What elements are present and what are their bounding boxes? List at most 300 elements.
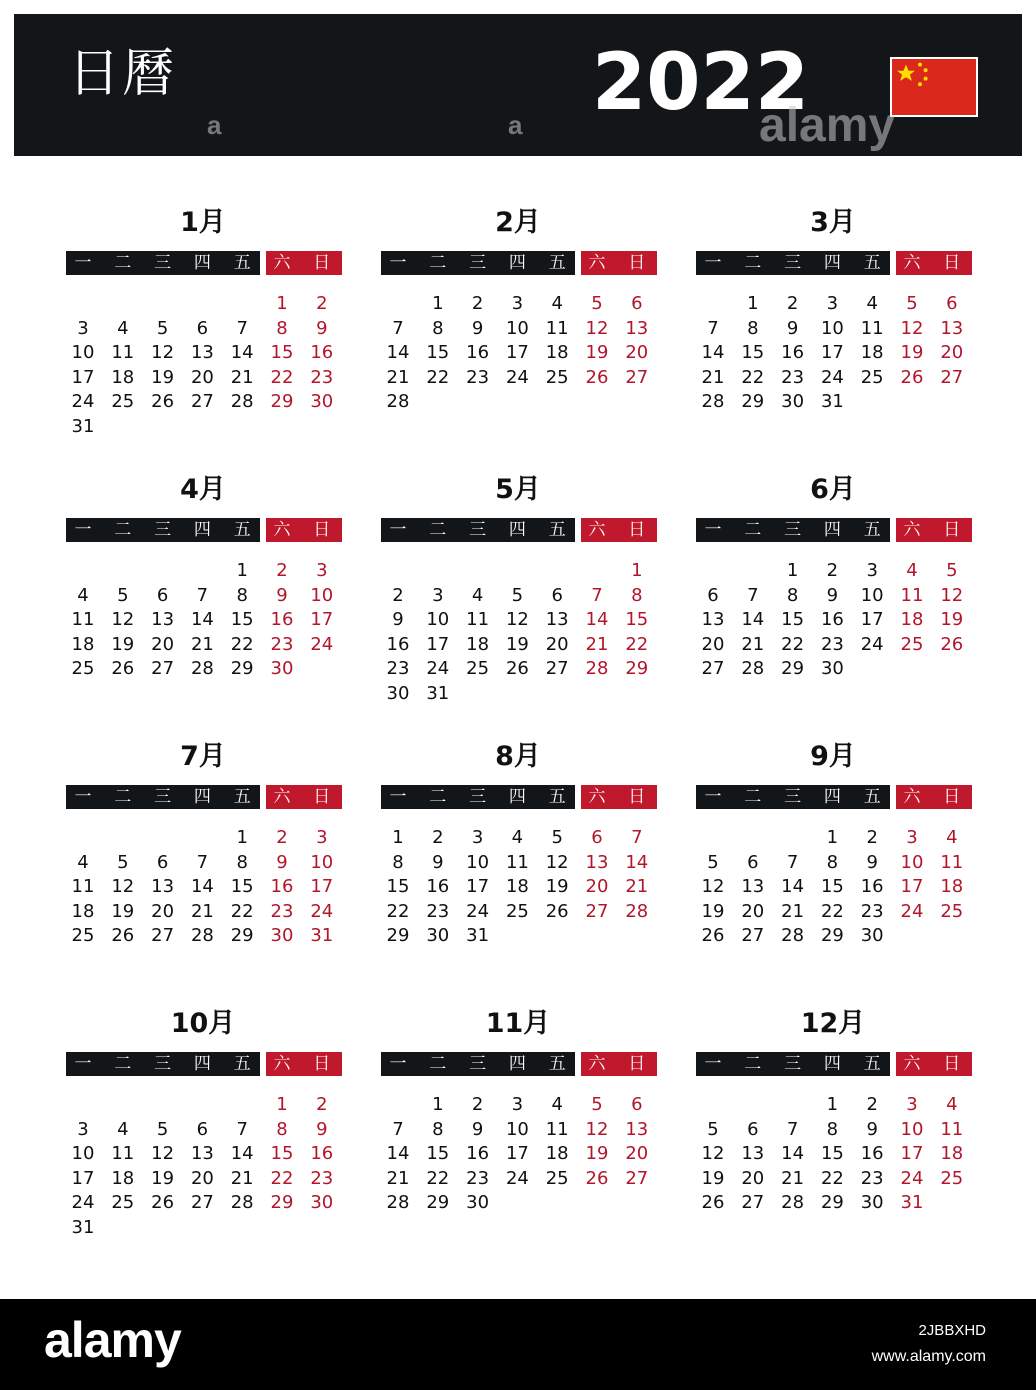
weekday-label: 一: [389, 253, 407, 273]
day-number: 8: [631, 584, 643, 606]
day-number: 11: [111, 342, 135, 364]
watermark-mark: a: [508, 110, 523, 140]
weekday-label: 三: [469, 520, 487, 540]
weekday-label: 四: [823, 520, 841, 540]
day-number: 7: [392, 1118, 404, 1140]
day-number: 3: [826, 293, 839, 314]
weekday-label: 二: [744, 787, 762, 807]
day-number: 12: [585, 1118, 609, 1140]
weekday-label: 五: [548, 1054, 566, 1074]
day-number: 23: [386, 658, 410, 680]
day-number: 16: [386, 633, 410, 655]
day-number: 16: [860, 876, 884, 898]
day-number: 28: [386, 1192, 410, 1214]
day-number: 9: [826, 584, 839, 606]
watermark-mark: a: [207, 110, 222, 140]
day-number: 27: [545, 658, 569, 680]
day-number: 10: [466, 851, 490, 873]
weekday-label: 四: [193, 1054, 211, 1074]
day-number: 2: [471, 1094, 484, 1115]
weekday-label: 二: [744, 520, 762, 540]
day-number: 30: [426, 925, 450, 947]
day-number: 4: [471, 584, 484, 606]
day-number: 20: [190, 1167, 214, 1189]
day-number: 22: [426, 1167, 450, 1189]
day-number: 13: [151, 876, 175, 898]
day-number: 14: [190, 609, 214, 631]
day-number: 7: [747, 584, 759, 606]
day-number: 29: [820, 1192, 844, 1214]
day-number: 15: [270, 1143, 294, 1165]
day-number: 2: [432, 827, 444, 848]
day-number: 20: [940, 342, 964, 364]
day-number: 12: [701, 1143, 725, 1165]
day-number: 14: [230, 1143, 254, 1165]
day-number: 14: [741, 609, 765, 631]
weekday-label: 一: [389, 1054, 407, 1074]
weekday-label: 二: [429, 520, 447, 540]
weekday-label: 六: [273, 1054, 291, 1074]
day-number: 26: [940, 633, 964, 655]
day-number: 20: [741, 1167, 765, 1189]
weekday-label: 五: [233, 1054, 251, 1074]
day-number: 14: [701, 342, 725, 364]
day-number: 19: [701, 1167, 725, 1189]
day-number: 4: [77, 851, 89, 873]
day-number: 27: [151, 925, 175, 947]
day-number: 11: [940, 1118, 964, 1140]
day-number: 22: [230, 900, 254, 922]
day-number: 14: [625, 851, 649, 873]
day-number: 24: [71, 391, 95, 413]
header-bar: [14, 14, 1022, 156]
day-number: 4: [117, 317, 129, 339]
day-number: 1: [826, 827, 839, 848]
day-number: 6: [946, 293, 958, 314]
day-number: 4: [117, 1118, 129, 1140]
weekday-label: 一: [704, 1054, 722, 1074]
day-number: 27: [741, 925, 765, 947]
day-number: 14: [386, 1143, 410, 1165]
day-number: 23: [820, 633, 844, 655]
weekday-label: 六: [903, 787, 921, 807]
day-number: 8: [786, 584, 799, 606]
day-number: 15: [386, 876, 410, 898]
day-number: 11: [71, 609, 95, 631]
day-number: 25: [71, 658, 95, 680]
weekday-label: 五: [233, 520, 251, 540]
month-title: 6月: [810, 474, 856, 505]
day-number: 3: [432, 584, 444, 606]
day-number: 19: [111, 633, 135, 655]
day-number: 19: [111, 900, 135, 922]
day-number: 15: [426, 342, 450, 364]
day-number: 18: [466, 633, 490, 655]
day-number: 20: [545, 633, 569, 655]
day-number: 2: [866, 1094, 878, 1115]
day-number: 5: [946, 560, 958, 581]
day-number: 28: [190, 925, 214, 947]
day-number: 17: [466, 876, 490, 898]
day-number: 21: [230, 366, 254, 388]
day-number: 10: [900, 851, 924, 873]
day-number: 23: [426, 900, 450, 922]
day-number: 25: [860, 366, 884, 388]
day-number: 30: [466, 1192, 490, 1214]
day-number: 24: [900, 1167, 924, 1189]
weekday-label: 五: [548, 253, 566, 273]
day-number: 25: [111, 1192, 135, 1214]
day-number: 24: [505, 1167, 529, 1189]
day-number: 1: [276, 1094, 288, 1115]
weekday-label: 三: [784, 1054, 802, 1074]
day-number: 6: [156, 851, 169, 873]
day-number: 17: [900, 1143, 924, 1165]
weekday-label: 四: [193, 787, 211, 807]
day-number: 19: [545, 876, 569, 898]
day-number: 28: [781, 925, 805, 947]
day-number: 29: [820, 925, 844, 947]
day-number: 27: [940, 366, 964, 388]
day-number: 1: [236, 560, 248, 581]
day-number: 19: [940, 609, 964, 631]
day-number: 20: [625, 1143, 649, 1165]
day-number: 21: [386, 366, 410, 388]
day-number: 6: [747, 1118, 759, 1140]
weekday-label: 五: [548, 520, 566, 540]
day-number: 14: [781, 1143, 805, 1165]
day-number: 25: [900, 633, 924, 655]
day-number: 3: [866, 560, 878, 581]
day-number: 30: [310, 1192, 334, 1214]
day-number: 18: [940, 1143, 964, 1165]
day-number: 21: [190, 633, 214, 655]
day-number: 8: [432, 317, 444, 339]
day-number: 27: [151, 658, 175, 680]
day-number: 9: [471, 1118, 484, 1140]
day-number: 17: [505, 1143, 529, 1165]
day-number: 11: [940, 851, 964, 873]
weekday-label: 日: [313, 520, 331, 540]
weekday-label: 三: [469, 787, 487, 807]
day-number: 19: [701, 900, 725, 922]
day-number: 26: [701, 925, 725, 947]
weekday-label: 日: [313, 253, 331, 273]
footer-url: www.alamy.com: [871, 1348, 986, 1365]
day-number: 17: [820, 342, 844, 364]
day-number: 31: [900, 1192, 924, 1214]
day-number: 29: [270, 391, 294, 413]
weekday-label: 四: [508, 787, 526, 807]
weekday-label: 五: [863, 520, 881, 540]
weekday-label: 日: [943, 253, 961, 273]
day-number: 8: [276, 317, 288, 339]
day-number: 12: [701, 876, 725, 898]
day-number: 15: [741, 342, 765, 364]
day-number: 11: [900, 584, 924, 606]
weekday-label: 二: [429, 787, 447, 807]
day-number: 28: [701, 391, 725, 413]
day-number: 1: [631, 560, 643, 581]
day-number: 25: [71, 925, 95, 947]
weekday-label: 二: [114, 520, 132, 540]
weekday-label: 六: [273, 520, 291, 540]
day-number: 15: [625, 609, 649, 631]
day-number: 16: [781, 342, 805, 364]
day-number: 3: [906, 827, 918, 848]
day-number: 10: [71, 342, 95, 364]
day-number: 20: [585, 876, 609, 898]
day-number: 30: [270, 925, 294, 947]
day-number: 14: [585, 609, 609, 631]
weekday-label: 五: [863, 253, 881, 273]
day-number: 9: [866, 1118, 878, 1140]
day-number: 18: [545, 1143, 569, 1165]
day-number: 20: [190, 366, 214, 388]
day-number: 16: [310, 1143, 334, 1165]
day-number: 21: [386, 1167, 410, 1189]
day-number: 15: [230, 876, 254, 898]
day-number: 8: [236, 584, 248, 606]
day-number: 3: [906, 1094, 918, 1115]
day-number: 10: [71, 1143, 95, 1165]
day-number: 31: [71, 1217, 95, 1238]
day-number: 16: [466, 1143, 490, 1165]
weekday-label: 三: [784, 253, 802, 273]
day-number: 17: [860, 609, 884, 631]
day-number: 7: [392, 317, 404, 339]
day-number: 18: [111, 366, 135, 388]
day-number: 29: [625, 658, 649, 680]
weekday-label: 六: [588, 520, 606, 540]
weekday-label: 日: [313, 1054, 331, 1074]
day-number: 21: [781, 900, 805, 922]
day-number: 11: [71, 876, 95, 898]
day-number: 13: [701, 609, 725, 631]
day-number: 18: [71, 633, 95, 655]
day-number: 17: [310, 609, 334, 631]
day-number: 31: [71, 416, 95, 437]
day-number: 30: [270, 658, 294, 680]
day-number: 26: [585, 1167, 609, 1189]
weekday-label: 三: [784, 520, 802, 540]
day-number: 13: [545, 609, 569, 631]
day-number: 23: [270, 633, 294, 655]
day-number: 24: [820, 366, 844, 388]
day-number: 8: [236, 851, 248, 873]
day-number: 18: [111, 1167, 135, 1189]
day-number: 9: [316, 1118, 328, 1140]
weekday-label: 六: [273, 787, 291, 807]
month-title: 9月: [810, 741, 856, 772]
day-number: 29: [230, 658, 254, 680]
day-number: 25: [940, 1167, 964, 1189]
day-number: 21: [230, 1167, 254, 1189]
day-number: 5: [591, 1094, 603, 1115]
day-number: 19: [151, 1167, 175, 1189]
day-number: 31: [310, 925, 334, 947]
weekday-label: 五: [233, 253, 251, 273]
day-number: 15: [270, 342, 294, 364]
day-number: 27: [625, 366, 649, 388]
calendar-title: 日曆: [68, 44, 177, 104]
day-number: 2: [471, 293, 484, 314]
day-number: 8: [826, 1118, 839, 1140]
day-number: 27: [585, 900, 609, 922]
weekday-label: 四: [823, 1054, 841, 1074]
day-number: 25: [111, 391, 135, 413]
day-number: 21: [585, 633, 609, 655]
day-number: 2: [826, 560, 839, 581]
weekday-label: 三: [784, 787, 802, 807]
day-number: 29: [426, 1192, 450, 1214]
day-number: 6: [196, 1118, 209, 1140]
day-number: 22: [386, 900, 410, 922]
day-number: 26: [701, 1192, 725, 1214]
day-number: 23: [270, 900, 294, 922]
day-number: 22: [270, 1167, 294, 1189]
day-number: 10: [310, 584, 334, 606]
day-number: 2: [276, 560, 288, 581]
flag-small-star: [918, 82, 922, 86]
day-number: 23: [860, 1167, 884, 1189]
weekday-label: 三: [469, 253, 487, 273]
day-number: 22: [270, 366, 294, 388]
weekday-label: 二: [744, 253, 762, 273]
weekday-label: 日: [628, 1054, 646, 1074]
day-number: 24: [860, 633, 884, 655]
day-number: 7: [196, 851, 209, 873]
day-number: 27: [190, 391, 214, 413]
day-number: 13: [625, 317, 649, 339]
day-number: 22: [781, 633, 805, 655]
day-number: 30: [386, 683, 410, 704]
day-number: 11: [545, 317, 569, 339]
day-number: 26: [151, 391, 175, 413]
day-number: 25: [466, 658, 490, 680]
day-number: 24: [310, 633, 334, 655]
weekday-label: 四: [823, 787, 841, 807]
day-number: 3: [316, 827, 328, 848]
footer-bar: [0, 1299, 1036, 1390]
day-number: 20: [151, 633, 175, 655]
day-number: 20: [701, 633, 725, 655]
weekday-label: 六: [903, 1054, 921, 1074]
day-number: 21: [741, 633, 765, 655]
day-number: 24: [466, 900, 490, 922]
day-number: 5: [707, 851, 719, 873]
weekday-label: 一: [74, 520, 92, 540]
day-number: 28: [230, 391, 254, 413]
day-number: 15: [820, 876, 844, 898]
weekday-label: 日: [628, 520, 646, 540]
day-number: 29: [741, 391, 765, 413]
day-number: 24: [900, 900, 924, 922]
weekday-label: 日: [943, 520, 961, 540]
weekday-label: 三: [154, 520, 172, 540]
day-number: 5: [551, 827, 563, 848]
flag-small-star: [924, 77, 928, 81]
day-number: 17: [426, 633, 450, 655]
weekday-label: 日: [628, 253, 646, 273]
china-flag-icon: [890, 57, 978, 117]
day-number: 5: [117, 851, 129, 873]
day-number: 26: [545, 900, 569, 922]
weekday-label: 一: [704, 253, 722, 273]
day-number: 15: [781, 609, 805, 631]
weekday-label: 四: [508, 520, 526, 540]
day-number: 18: [860, 342, 884, 364]
month-title: 12月: [800, 1008, 866, 1039]
day-number: 10: [900, 1118, 924, 1140]
day-number: 12: [111, 609, 135, 631]
day-number: 25: [505, 900, 529, 922]
day-number: 12: [545, 851, 569, 873]
day-number: 4: [906, 560, 918, 581]
day-number: 11: [545, 1118, 569, 1140]
day-number: 17: [310, 876, 334, 898]
day-number: 14: [230, 342, 254, 364]
day-number: 1: [276, 293, 288, 314]
day-number: 23: [310, 366, 334, 388]
day-number: 27: [190, 1192, 214, 1214]
day-number: 31: [426, 683, 450, 704]
day-number: 15: [820, 1143, 844, 1165]
weekday-label: 一: [74, 253, 92, 273]
day-number: 19: [900, 342, 924, 364]
day-number: 14: [386, 342, 410, 364]
flag-field: [892, 59, 976, 115]
day-number: 3: [316, 560, 328, 581]
day-number: 21: [781, 1167, 805, 1189]
day-number: 15: [426, 1143, 450, 1165]
weekday-label: 二: [114, 787, 132, 807]
day-number: 22: [820, 1167, 844, 1189]
day-number: 22: [741, 366, 765, 388]
day-number: 4: [946, 827, 958, 848]
day-number: 14: [781, 876, 805, 898]
day-number: 16: [310, 342, 334, 364]
weekday-label: 六: [903, 253, 921, 273]
day-number: 4: [551, 293, 563, 314]
day-number: 5: [591, 293, 603, 314]
day-number: 4: [511, 827, 524, 848]
day-number: 27: [701, 658, 725, 680]
day-number: 13: [585, 851, 609, 873]
day-number: 29: [230, 925, 254, 947]
day-number: 12: [505, 609, 529, 631]
day-number: 23: [860, 900, 884, 922]
weekday-label: 一: [74, 1054, 92, 1074]
day-number: 12: [900, 317, 924, 339]
day-number: 4: [77, 584, 89, 606]
day-number: 4: [866, 293, 878, 314]
weekday-label: 五: [233, 787, 251, 807]
day-number: 6: [631, 1094, 643, 1115]
day-number: 6: [747, 851, 759, 873]
weekday-label: 六: [588, 787, 606, 807]
day-number: 24: [505, 366, 529, 388]
day-number: 13: [151, 609, 175, 631]
day-number: 2: [276, 827, 288, 848]
day-number: 18: [545, 342, 569, 364]
weekday-label: 日: [628, 787, 646, 807]
weekday-label: 六: [273, 253, 291, 273]
day-number: 18: [505, 876, 529, 898]
day-number: 22: [230, 633, 254, 655]
day-number: 8: [432, 1118, 444, 1140]
day-number: 9: [392, 609, 404, 631]
